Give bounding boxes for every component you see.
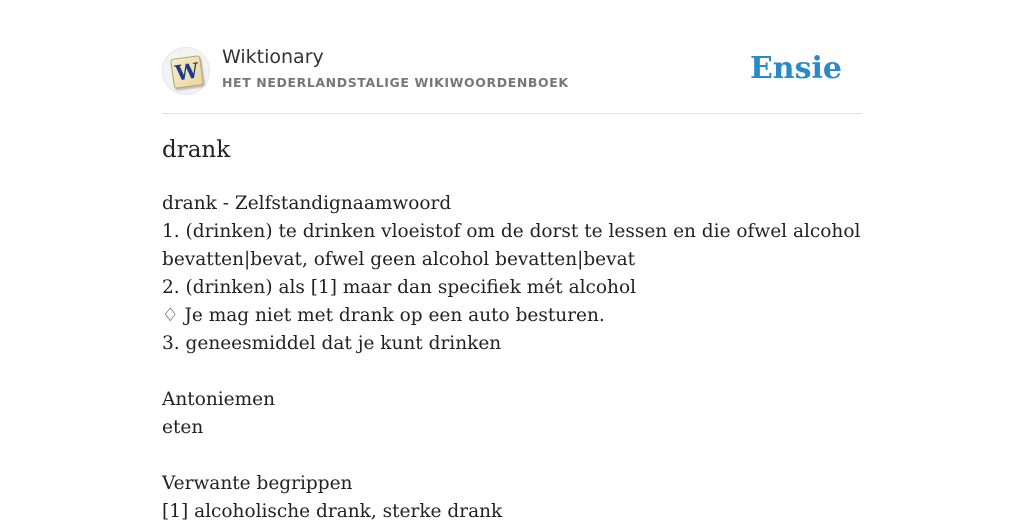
related-list: [1] alcoholische drank, sterke drank [162,501,503,522]
spacer [162,358,862,386]
header-divider [162,113,862,114]
wiktionary-logo-icon[interactable] [162,47,210,95]
ensie-brand-link[interactable]: Ensie [749,51,842,86]
entry-content [162,190,862,526]
definition-3: 3. geneesmiddel dat je kunt drinken [162,333,502,354]
site-header [162,45,862,113]
part-of-speech-line: drank - Zelfstandignaamwoord [162,193,452,214]
antonyms-heading: Antoniemen [162,389,276,410]
page-title: drank [162,137,231,163]
logo-letter: W [170,55,204,89]
related-heading: Verwante begrippen [162,473,353,494]
definition-2: 2. (drinken) als [1] maar dan specifiek mét alcohol [162,277,636,298]
site-name[interactable]: Wiktionary [222,46,324,68]
site-tagline: HET NEDERLANDSTALIGE WIKIWOORDENBOEK [222,75,569,90]
example-sentence: ♢ Je mag niet met drank op een auto besturen. [162,305,605,326]
spacer [162,442,862,470]
antonyms-list: eten [162,417,204,438]
definition-1: 1. (drinken) te drinken vloeistof om de dorst te lessen en die ofwel alcohol bevatten|bevat, ofwel geen alcohol bevatten|bevat [162,221,861,270]
